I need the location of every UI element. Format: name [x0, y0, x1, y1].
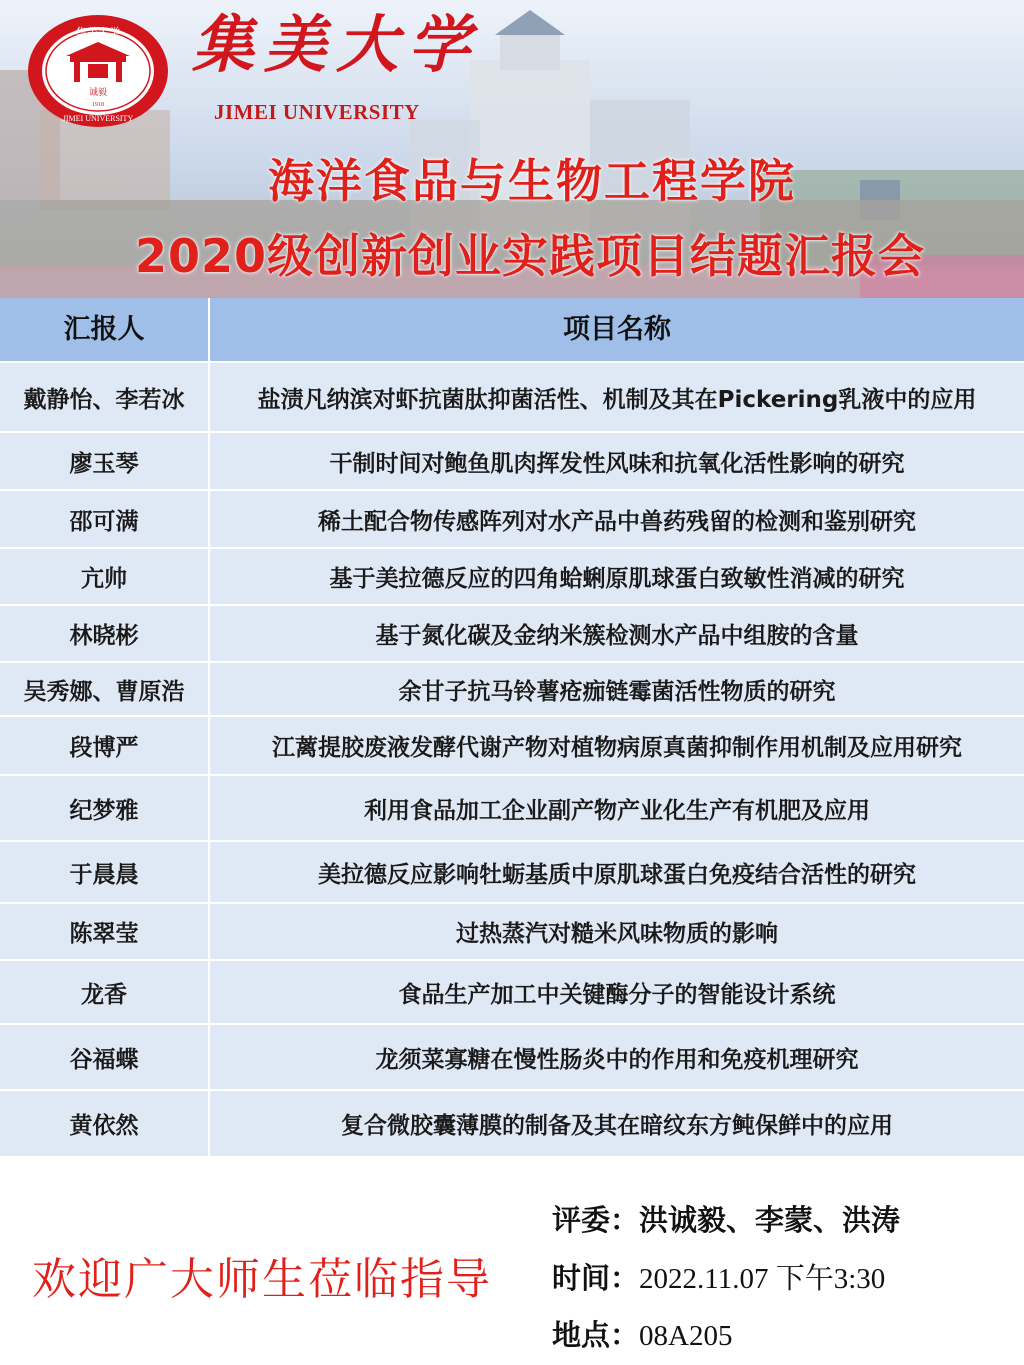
table-row	[0, 902, 1024, 959]
table-row	[0, 774, 1024, 840]
page-title-line1: 海洋食品与生物工程学院	[268, 154, 796, 208]
table-row	[0, 840, 1024, 902]
judges-label: 评委：	[552, 1203, 640, 1237]
project-cell: 食品生产加工中关键酶分子的智能设计系统	[398, 981, 836, 1008]
logo-text-top: 集美大学	[76, 26, 120, 39]
project-cell: 稀土配合物传感阵列对水产品中兽药残留的检测和鉴别研究	[318, 508, 916, 535]
table-row	[0, 1089, 1024, 1156]
project-cell: 基于美拉德反应的四角蛤蜊原肌球蛋白致敏性消减的研究	[329, 566, 905, 592]
time-value: 2022.11.07 下午3:30	[639, 1263, 886, 1295]
project-cell: 复合微胶囊薄膜的制备及其在暗纹东方鲀保鲜中的应用	[341, 1113, 893, 1139]
page-title-line2: 2020级创新创业实践项目结题汇报会	[134, 229, 926, 283]
reporter-cell: 陈翠莹	[69, 921, 139, 947]
logo-motto: 诚毅	[88, 88, 108, 98]
brand-name-cn: 集美大学	[192, 8, 481, 81]
table-row	[0, 1023, 1024, 1089]
project-table	[0, 298, 1024, 1156]
logo-text-ring: JIMEI UNIVERSITY	[62, 114, 134, 123]
judges-value: 洪诚毅、李蒙、洪涛	[639, 1203, 901, 1237]
time-label: 时间：	[552, 1261, 640, 1295]
table-header	[0, 298, 1024, 361]
project-cell: 余甘子抗马铃薯疮痂链霉菌活性物质的研究	[398, 678, 836, 705]
reporter-cell: 于晨晨	[69, 861, 139, 888]
place-value: 08A205	[639, 1320, 733, 1352]
table-row	[0, 959, 1024, 1023]
column-divider	[208, 298, 210, 1156]
project-cell: 过热蒸汽对糙米风味物质的影响	[456, 921, 778, 947]
project-cell: 龙须菜寡糖在慢性肠炎中的作用和免疫机理研究	[375, 1046, 859, 1073]
reporter-cell: 邵可满	[69, 508, 139, 535]
project-cell: 利用食品加工企业副产物产业化生产有机肥及应用	[364, 797, 870, 824]
project-cell: 干制时间对鲍鱼肌肉挥发性风味和抗氧化活性影响的研究	[329, 450, 905, 477]
reporter-cell: 吴秀娜、曹原浩	[23, 678, 185, 705]
header-banner	[0, 0, 1024, 298]
place-line	[552, 1313, 732, 1354]
project-cell: 江蓠提胶废液发酵代谢产物对植物病原真菌抑制作用机制及应用研究	[272, 735, 962, 761]
reporter-cell: 廖玉琴	[69, 450, 139, 477]
welcome-message: 欢迎广大师生莅临指导	[32, 1254, 492, 1305]
project-cell: 美拉德反应影响牡蛎基质中原肌球蛋白免疫结合活性的研究	[318, 861, 916, 888]
reporter-cell: 谷福蝶	[69, 1046, 139, 1073]
reporter-cell: 纪梦雅	[69, 797, 139, 824]
table-row	[0, 547, 1024, 604]
table-row	[0, 361, 1024, 431]
reporter-cell: 戴静怡、李若冰	[23, 386, 185, 413]
place-label: 地点：	[552, 1318, 640, 1352]
table-row	[0, 604, 1024, 661]
table-row	[0, 661, 1024, 715]
reporter-cell: 林晓彬	[69, 623, 139, 649]
judges-line	[552, 1198, 900, 1239]
table-row	[0, 431, 1024, 489]
column-header-project: 项目名称	[563, 314, 671, 345]
university-logo	[24, 12, 172, 130]
reporter-cell: 段博严	[69, 735, 139, 761]
table-row	[0, 489, 1024, 547]
project-cell: 盐渍凡纳滨对虾抗菌肽抑菌活性、机制及其在Pickering乳液中的应用	[257, 386, 977, 413]
reporter-cell: 黄依然	[69, 1113, 139, 1139]
reporter-cell: 亢帅	[81, 566, 127, 592]
column-header-reporter: 汇报人	[63, 314, 145, 345]
table-row	[0, 715, 1024, 774]
brand-name-en: JIMEI UNIVERSITY	[214, 100, 420, 124]
time-line	[552, 1256, 885, 1297]
project-cell: 基于氮化碳及金纳米簇检测水产品中组胺的含量	[375, 623, 859, 649]
logo-year: 1918	[92, 102, 104, 108]
reporter-cell: 龙香	[81, 981, 127, 1008]
